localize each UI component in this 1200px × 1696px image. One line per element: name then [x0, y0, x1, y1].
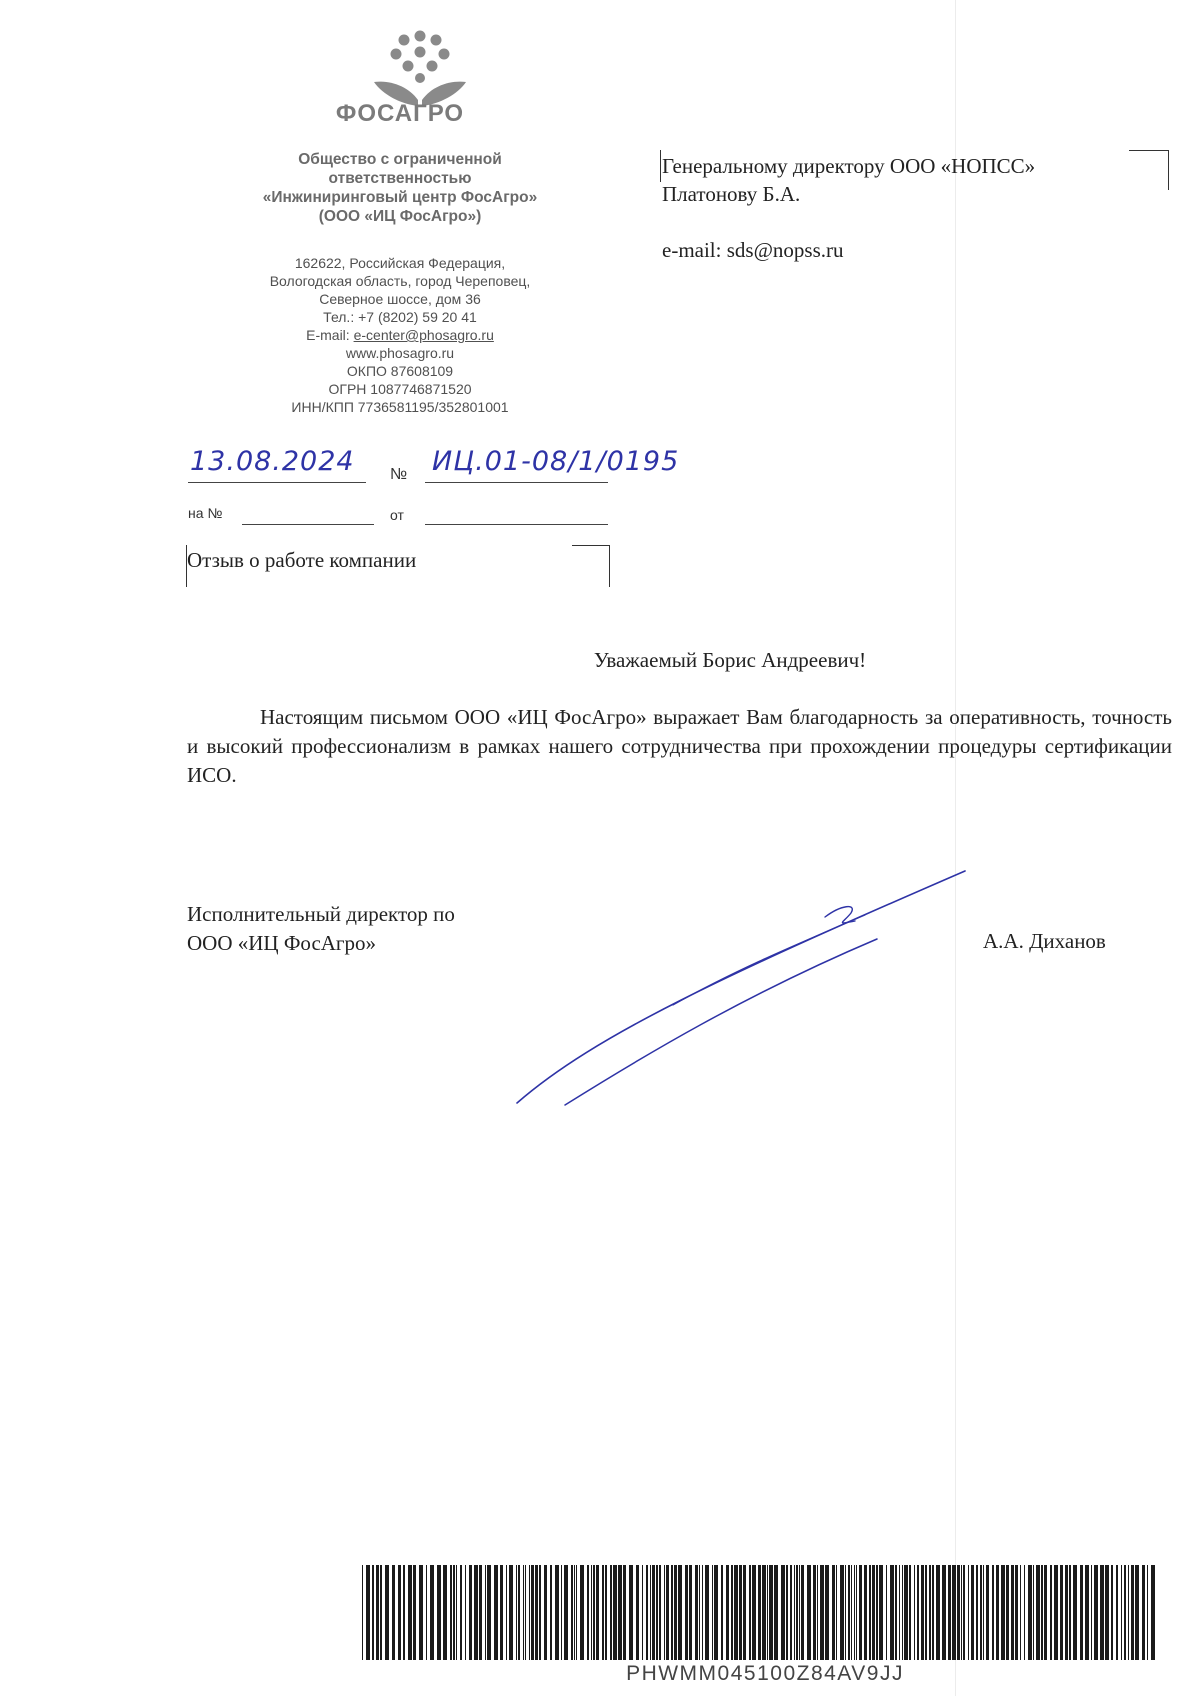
handwritten-date: 13.08.2024 — [190, 446, 355, 477]
barcode-bar — [1065, 1565, 1068, 1660]
barcode-bar — [699, 1565, 700, 1660]
barcode-bar — [1041, 1565, 1043, 1660]
barcode-bar — [799, 1565, 800, 1660]
barcode-bar — [952, 1565, 956, 1660]
barcode-bar — [1001, 1565, 1005, 1660]
ogrn: ОГРН 1087746871520 — [328, 381, 472, 397]
barcode-bar — [749, 1565, 751, 1660]
barcode-bar — [801, 1565, 804, 1660]
barcode-bar — [925, 1565, 927, 1660]
address-line: 162622, Российская Федерация, — [294, 255, 506, 271]
barcode-bar — [902, 1565, 903, 1660]
barcode-bar — [362, 1565, 363, 1660]
barcode-bar — [786, 1565, 788, 1660]
barcode-bar — [879, 1565, 883, 1660]
barcode-bar — [1128, 1565, 1129, 1660]
barcode-bar — [602, 1565, 604, 1660]
barcode-bar — [437, 1565, 441, 1660]
barcode-bar — [886, 1565, 887, 1660]
barcode-bar — [460, 1565, 462, 1660]
barcode — [362, 1565, 1156, 1660]
barcode-bar — [1121, 1565, 1122, 1660]
barcode-bar — [656, 1565, 658, 1660]
company-requisites — [200, 254, 600, 416]
barcode-bar — [636, 1565, 639, 1660]
barcode-bar — [1094, 1565, 1098, 1660]
company-email-link[interactable]: e-center@phosagro.ru — [353, 327, 494, 343]
barcode-bar — [1151, 1565, 1155, 1660]
letter-subject: Отзыв о работе компании — [187, 548, 417, 572]
barcode-bar — [909, 1565, 911, 1660]
barcode-bar — [403, 1565, 405, 1660]
reply-date-label: от — [390, 507, 404, 523]
barcode-bar — [781, 1565, 785, 1660]
barcode-bar — [1069, 1565, 1071, 1660]
barcode-bar — [980, 1565, 982, 1660]
subject-corner-right — [572, 545, 610, 587]
barcode-bar — [899, 1565, 900, 1660]
barcode-bar — [820, 1565, 824, 1660]
reply-number-line — [242, 524, 374, 525]
reply-number-label: на № — [188, 505, 223, 521]
barcode-bar — [443, 1565, 447, 1660]
barcode-bar — [864, 1565, 867, 1660]
letter-body: Настоящим письмом ООО «ИЦ ФосАгро» выражает Вам благодарность за оперативность, точность и высокий профессионализм в рамках нашего сотрудничества при прохождении процедуры сертификации ИСО. — [187, 705, 1172, 787]
barcode-bar — [372, 1565, 374, 1660]
recipient-title: Генеральному директору ООО «НОПСС» — [662, 154, 1036, 178]
recipient-name: Платонову Б.А. — [662, 182, 801, 206]
barcode-bar — [936, 1565, 940, 1660]
barcode-bar — [591, 1565, 592, 1660]
barcode-code: PHWMM045100Z84AV9JJ — [626, 1662, 904, 1685]
barcode-bar — [593, 1565, 595, 1660]
barcode-bar — [752, 1565, 756, 1660]
barcode-bar — [968, 1565, 969, 1660]
barcode-bar — [996, 1565, 999, 1660]
barcode-bar — [678, 1565, 682, 1660]
handwritten-number: ИЦ.01-08/1/0195 — [432, 446, 680, 477]
barcode-bar — [807, 1565, 811, 1660]
barcode-bar — [904, 1565, 908, 1660]
barcode-bar — [921, 1565, 924, 1660]
barcode-bar — [380, 1565, 382, 1660]
position-line: Исполнительный директор по — [187, 902, 455, 926]
barcode-bar — [1015, 1565, 1018, 1660]
barcode-bar — [564, 1565, 568, 1660]
okpo: ОКПО 87608109 — [346, 363, 454, 379]
company-name-line: (ООО «ИЦ ФосАгро») — [318, 208, 482, 225]
email-label: E-mail: — [306, 327, 354, 343]
barcode-bar — [509, 1565, 513, 1660]
barcode-bar — [731, 1565, 733, 1660]
barcode-bar — [544, 1565, 547, 1660]
barcode-bar — [487, 1565, 491, 1660]
barcode-bar — [1050, 1565, 1052, 1660]
barcode-bar — [629, 1565, 633, 1660]
signatory-position — [187, 900, 455, 958]
barcode-bar — [695, 1565, 698, 1660]
barcode-bar — [917, 1565, 919, 1660]
reply-date-line — [425, 524, 608, 525]
barcode-bar — [618, 1565, 622, 1660]
number-line — [425, 482, 608, 483]
barcode-bar — [580, 1565, 584, 1660]
barcode-bar — [734, 1565, 738, 1660]
website-link[interactable]: www.phosagro.ru — [345, 345, 455, 361]
barcode-bar — [957, 1565, 960, 1660]
barcode-bar — [767, 1565, 768, 1660]
barcode-bar — [366, 1565, 370, 1660]
barcode-bar — [506, 1565, 507, 1660]
barcode-bar — [605, 1565, 607, 1660]
barcode-bar — [856, 1565, 857, 1660]
barcode-bar — [419, 1565, 423, 1660]
signatory-name: А.А. Диханов — [983, 929, 1106, 953]
barcode-bar — [555, 1565, 559, 1660]
barcode-bar — [613, 1565, 617, 1660]
barcode-bar — [516, 1565, 517, 1660]
barcode-bar — [685, 1565, 688, 1660]
barcode-bar — [872, 1565, 875, 1660]
barcode-bar — [851, 1565, 852, 1660]
barcode-bar — [1091, 1565, 1092, 1660]
barcode-bar — [743, 1565, 746, 1660]
barcode-bar — [825, 1565, 829, 1660]
barcode-bar — [571, 1565, 573, 1660]
barcode-bar — [1054, 1565, 1058, 1660]
barcode-bar — [1131, 1565, 1134, 1660]
barcode-bar — [726, 1565, 729, 1660]
barcode-bar — [413, 1565, 416, 1660]
barcode-bar — [992, 1565, 994, 1660]
barcode-bar — [430, 1565, 434, 1660]
barcode-bar — [376, 1565, 379, 1660]
barcode-bar — [494, 1565, 498, 1660]
number-label: № — [390, 466, 408, 483]
barcode-bar — [1135, 1565, 1139, 1660]
barcode-bar — [895, 1565, 897, 1660]
barcode-bar — [392, 1565, 395, 1660]
barcode-bar — [790, 1565, 792, 1660]
barcode-bar — [587, 1565, 589, 1660]
barcode-bar — [525, 1565, 526, 1660]
barcode-bar — [1111, 1565, 1113, 1660]
barcode-bar — [983, 1565, 984, 1660]
barcode-bar — [876, 1565, 878, 1660]
barcode-bar — [539, 1565, 541, 1660]
barcode-bar — [1011, 1565, 1014, 1660]
barcode-bar — [646, 1565, 648, 1660]
barcode-bar — [550, 1565, 552, 1660]
barcode-bar — [1080, 1565, 1083, 1660]
date-line — [188, 482, 366, 483]
barcode-bar — [671, 1565, 673, 1660]
company-name — [200, 150, 600, 226]
recipient-corner-right — [1129, 150, 1169, 190]
barcode-bar — [890, 1565, 894, 1660]
barcode-bar — [450, 1565, 452, 1660]
barcode-bar — [652, 1565, 655, 1660]
barcode-bar — [712, 1565, 713, 1660]
barcode-bar — [986, 1565, 989, 1660]
barcode-bar — [705, 1565, 709, 1660]
barcode-bar — [1020, 1565, 1021, 1660]
barcode-bar — [854, 1565, 855, 1660]
barcode-bar — [702, 1565, 703, 1660]
barcode-bar — [1124, 1565, 1126, 1660]
barcode-bar — [596, 1565, 599, 1660]
barcode-bar — [774, 1565, 778, 1660]
barcode-bar — [485, 1565, 486, 1660]
barcode-bar — [574, 1565, 575, 1660]
barcode-bar — [845, 1565, 846, 1660]
barcode-bar — [721, 1565, 723, 1660]
barcode-bar — [1036, 1565, 1040, 1660]
email-row — [200, 326, 600, 344]
phone: Тел.: +7 (8202) 59 20 41 — [323, 309, 477, 325]
barcode-bar — [714, 1565, 718, 1660]
barcode-bar — [465, 1565, 466, 1660]
barcode-bar — [1006, 1565, 1009, 1660]
barcode-bar — [796, 1565, 798, 1660]
barcode-bar — [929, 1565, 931, 1660]
barcode-bar — [1116, 1565, 1118, 1660]
barcode-bar — [971, 1565, 974, 1660]
logo-wordmark: ФОСАГРО — [335, 100, 465, 127]
barcode-bar — [932, 1565, 934, 1660]
position-line: ООО «ИЦ ФосАгро» — [187, 931, 377, 955]
barcode-bar — [836, 1565, 837, 1660]
phosagro-flower-logo-icon — [360, 28, 480, 110]
barcode-bar — [1028, 1565, 1032, 1660]
barcode-bar — [1085, 1565, 1089, 1660]
barcode-bar — [518, 1565, 520, 1660]
barcode-bar — [758, 1565, 761, 1660]
recipient-corner-left — [660, 150, 661, 182]
barcode-bar — [385, 1565, 389, 1660]
barcode-bar — [1033, 1565, 1034, 1660]
barcode-bar — [561, 1565, 562, 1660]
barcode-bar — [840, 1565, 844, 1660]
company-name-line: «Инжиниринговый центр ФосАгро» — [262, 189, 538, 206]
handwritten-signature — [505, 865, 975, 1115]
address-line: Вологодская область, город Череповец, — [269, 273, 531, 289]
barcode-bar — [794, 1565, 795, 1660]
barcode-bar — [623, 1565, 626, 1660]
greeting: Уважаемый Борис Андреевич! — [593, 648, 867, 672]
barcode-bar — [529, 1565, 530, 1660]
barcode-bar — [1024, 1565, 1025, 1660]
barcode-bar — [869, 1565, 871, 1660]
barcode-bar — [948, 1565, 951, 1660]
barcode-bar — [739, 1565, 742, 1660]
barcode-bar — [1147, 1565, 1148, 1660]
barcode-bar — [914, 1565, 915, 1660]
barcode-bar — [859, 1565, 862, 1660]
recipient-email: e-mail: sds@nopss.ru — [662, 238, 844, 262]
barcode-bar — [523, 1565, 524, 1660]
barcode-bar — [1060, 1565, 1063, 1660]
barcode-bar — [531, 1565, 534, 1660]
barcode-bar — [1100, 1565, 1104, 1660]
barcode-bar — [666, 1565, 669, 1660]
barcode-bar — [848, 1565, 850, 1660]
barcode-bar — [642, 1565, 643, 1660]
barcode-bar — [479, 1565, 482, 1660]
barcode-bar — [817, 1565, 818, 1660]
barcode-bar — [689, 1565, 692, 1660]
inn-kpp: ИНН/КПП 7736581195/352801001 — [291, 399, 509, 415]
barcode-bar — [408, 1565, 412, 1660]
barcode-bar — [456, 1565, 457, 1660]
barcode-bar — [762, 1565, 766, 1660]
barcode-bar — [535, 1565, 538, 1660]
barcode-bar — [453, 1565, 455, 1660]
company-name-line: Общество с ограниченной — [298, 151, 502, 168]
barcode-bar — [426, 1565, 427, 1660]
barcode-bar — [832, 1565, 835, 1660]
barcode-bar — [1044, 1565, 1047, 1660]
barcode-bar — [1105, 1565, 1109, 1660]
barcode-bar — [674, 1565, 677, 1660]
barcode-bar — [576, 1565, 577, 1660]
barcode-bar — [469, 1565, 472, 1660]
barcode-bar — [650, 1565, 651, 1660]
barcode-bar — [474, 1565, 478, 1660]
barcode-bar — [942, 1565, 946, 1660]
barcode-bar — [500, 1565, 503, 1660]
barcode-bar — [1142, 1565, 1145, 1660]
address-line: Северное шоссе, дом 36 — [319, 291, 481, 307]
barcode-bar — [961, 1565, 962, 1660]
barcode-bar — [963, 1565, 965, 1660]
barcode-bar — [610, 1565, 612, 1660]
barcode-bar — [976, 1565, 978, 1660]
barcode-bar — [664, 1565, 665, 1660]
barcode-bar — [398, 1565, 401, 1660]
barcode-bar — [659, 1565, 661, 1660]
barcode-bar — [813, 1565, 816, 1660]
barcode-bar — [1073, 1565, 1077, 1660]
recipient-block — [662, 152, 1035, 264]
company-name-line: ответственностью — [328, 170, 472, 187]
barcode-bar — [769, 1565, 773, 1660]
